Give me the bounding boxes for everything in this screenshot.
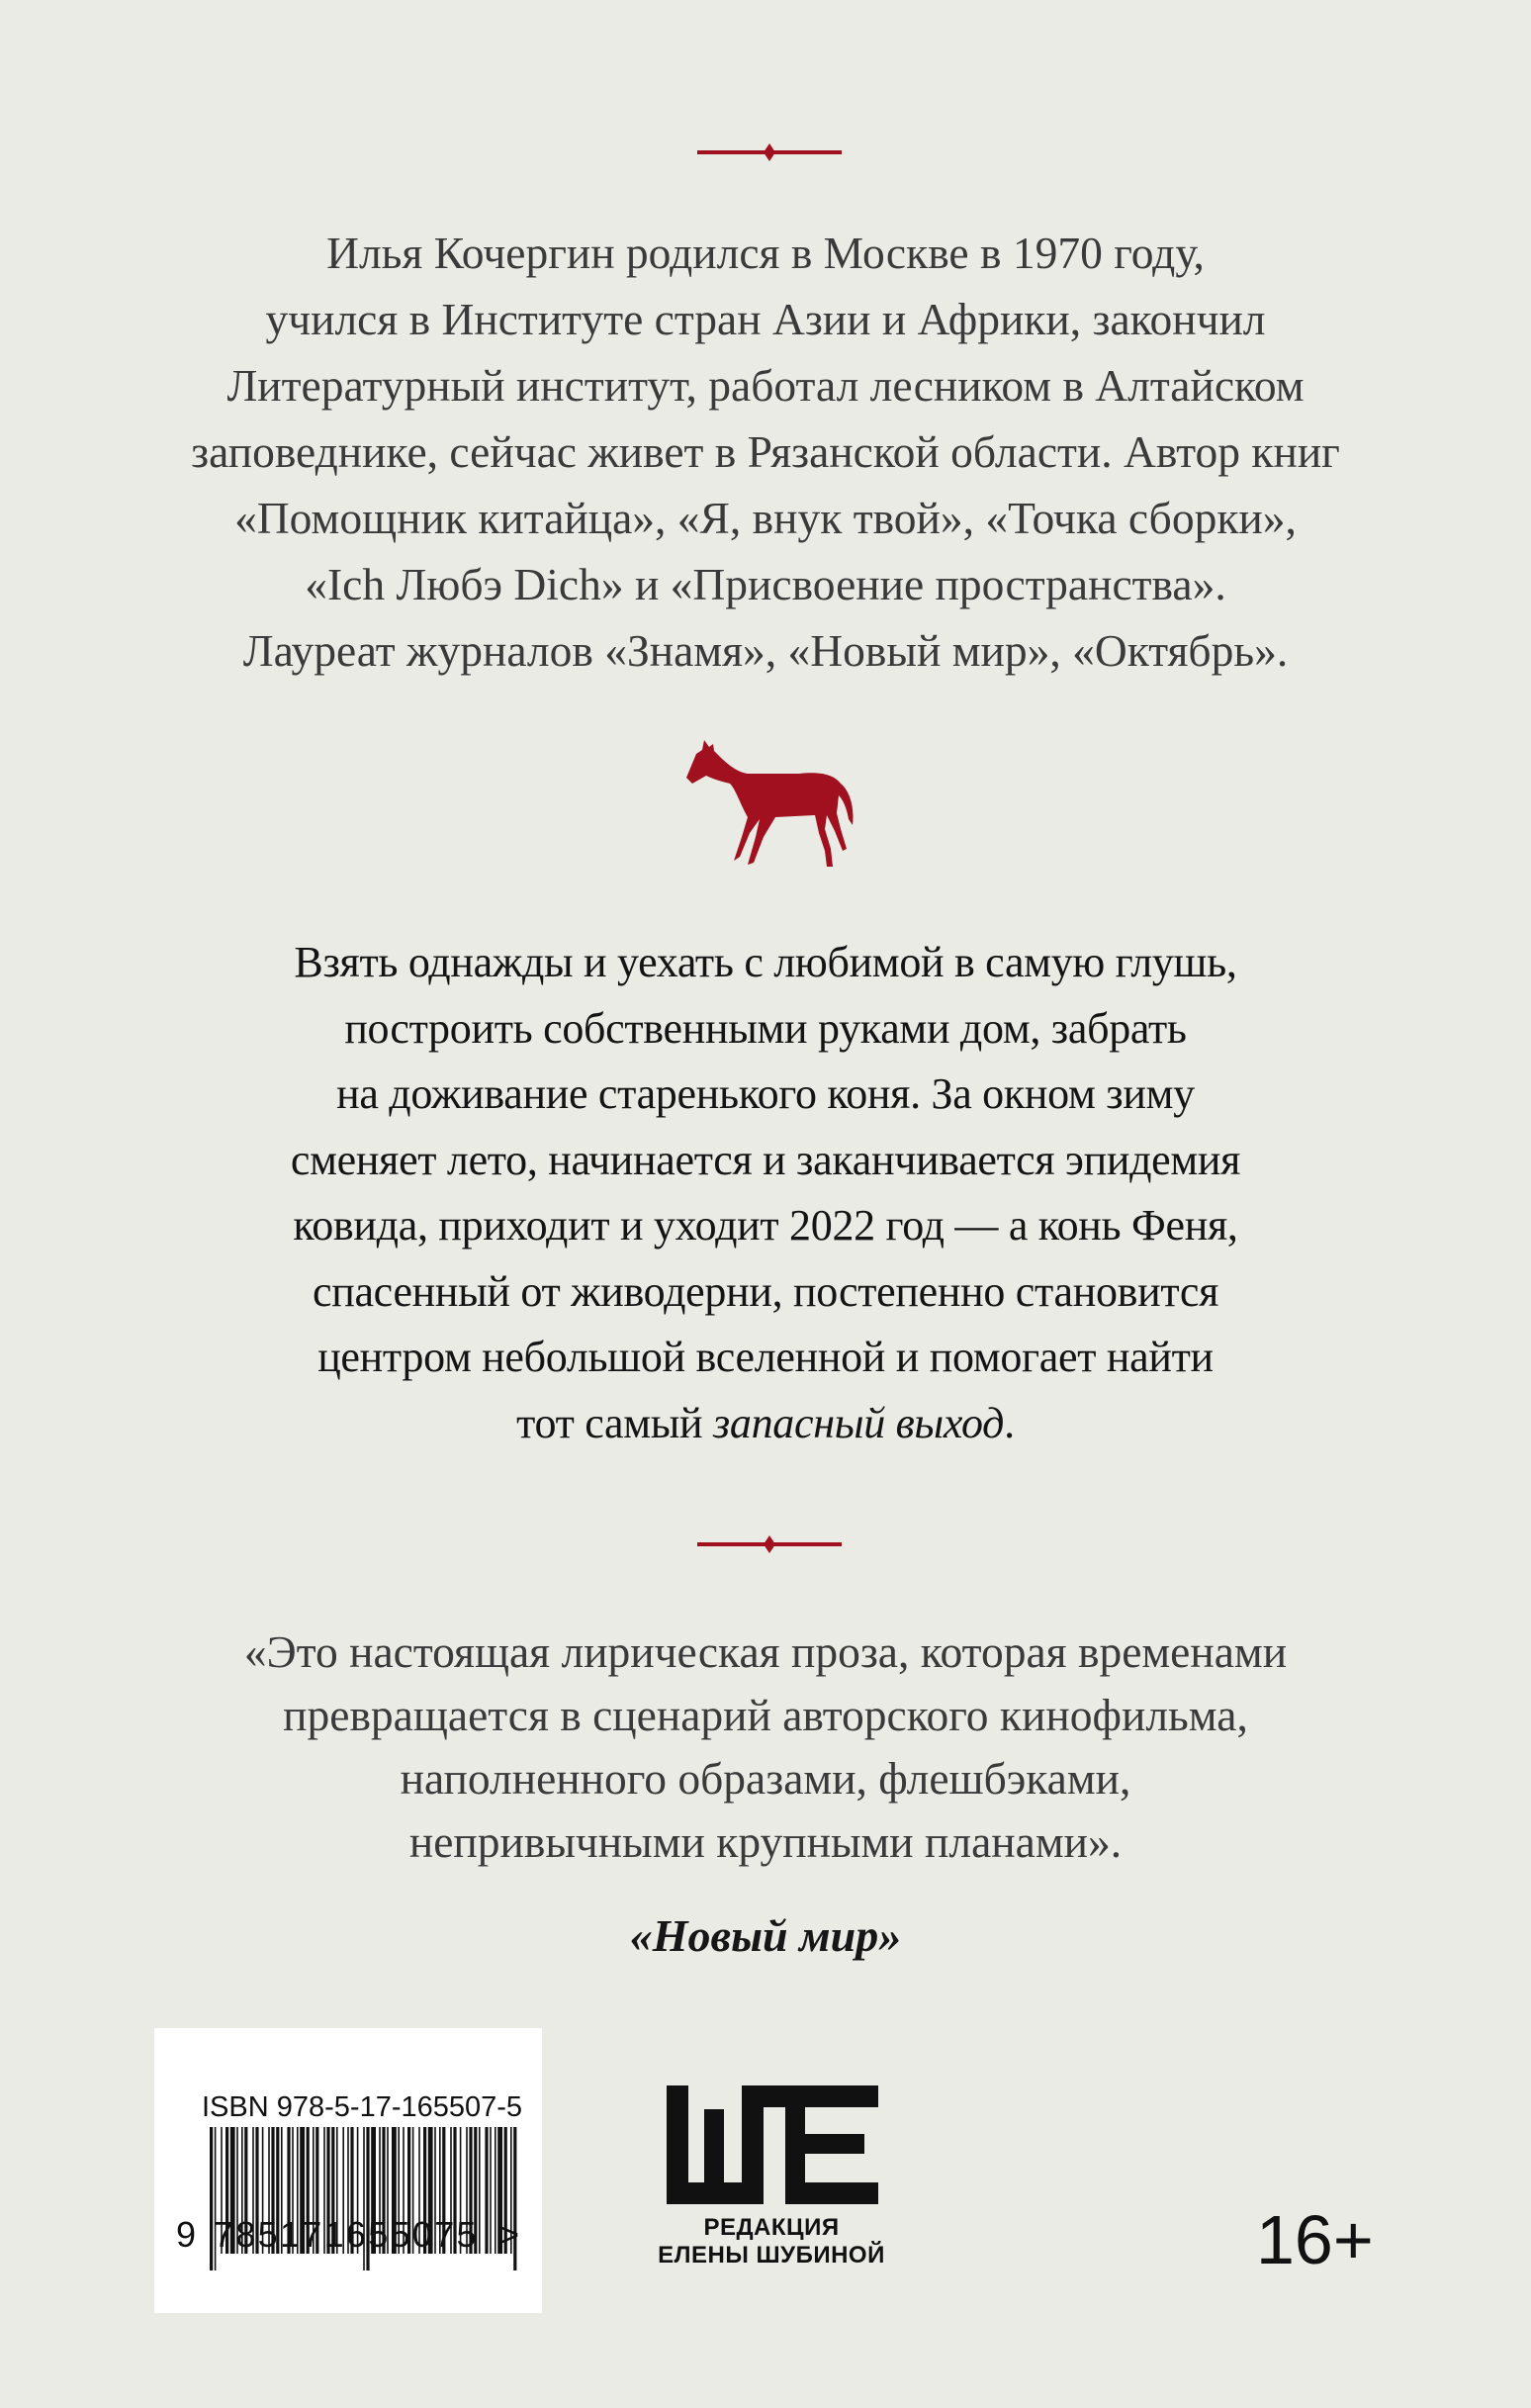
barcode-bar — [490, 2127, 492, 2254]
isbn-text: ISBN 978-5-17-165507-5 — [202, 2091, 523, 2123]
quote-line: превращается в сценарий авторского кинофильма, — [283, 1690, 1248, 1740]
age-rating-badge: 16+ — [1256, 2201, 1374, 2278]
top-divider-ornament-icon — [697, 141, 842, 163]
annotation-line: ковида, приходит и уходит 2022 год — а конь Феня, — [293, 1201, 1238, 1250]
bottom-divider-ornament-icon — [697, 1533, 842, 1555]
publisher-name — [603, 2214, 940, 2269]
annotation-emphasis: запасный выход — [713, 1398, 1005, 1447]
publisher-logo-icon — [667, 2085, 878, 2220]
barcode-digits: 785171655075 — [214, 2214, 479, 2255]
barcode-label — [154, 2028, 542, 2313]
annotation-line: спасенный от живодерни, постепенно становится — [312, 1266, 1219, 1316]
barcode-bar — [485, 2127, 488, 2254]
annotation-line: сменяет лето, начинается и заканчивается эпидемия — [290, 1135, 1241, 1184]
annotation-line: Взять однажды и уехать с любимой в самую глушь, — [294, 938, 1237, 986]
review-quote — [119, 1621, 1412, 1874]
bio-line: «Ich Любэ Dich» и «Присвоение пространства». — [305, 559, 1226, 609]
author-bio — [119, 220, 1412, 684]
annotation-last-prefix: тот самый — [516, 1398, 713, 1447]
annotation-line: на доживание старенького коня. За окном зиму — [336, 1069, 1195, 1118]
bio-line: Лауреат журналов «Знамя», «Новый мир», «Октябрь». — [242, 625, 1289, 676]
quote-line: наполненного образами, флешбэками, — [400, 1753, 1131, 1804]
quote-source: «Новый мир» — [629, 1910, 902, 1961]
barcode-bar — [210, 2127, 213, 2270]
annotation-line: построить собственными руками дом, забрать — [344, 1003, 1187, 1053]
barcode-bar — [479, 2127, 481, 2254]
barcode-bar — [495, 2127, 496, 2254]
bio-line: учился в Институте стран Азии и Африки, закончил — [265, 294, 1266, 344]
publisher-line-1: РЕДАКЦИЯ — [703, 2214, 840, 2241]
barcode-first-digit: 9 — [176, 2214, 197, 2255]
annotation-line: центром небольшой вселенной и помогает найти — [317, 1333, 1214, 1381]
quote-line: «Это настоящая лирическая проза, которая временами — [243, 1626, 1288, 1677]
annotation-last-line — [119, 1391, 1412, 1457]
bio-line: Литературный институт, работал лесником в Алтайском — [226, 360, 1305, 411]
book-annotation — [119, 930, 1412, 1456]
horse-icon — [680, 734, 858, 875]
quote-line: непривычными крупными планами». — [408, 1816, 1123, 1867]
bio-line: «Помощник китайца», «Я, внук твой», «Точка сборки», — [234, 493, 1297, 543]
publisher-line-2: ЕЛЕНЫ ШУБИНОЙ — [658, 2242, 885, 2269]
bio-line: Илья Кочергин родился в Москве в 1970 году, — [326, 228, 1205, 278]
annotation-last-suffix: . — [1004, 1398, 1015, 1447]
barcode-arrow: > — [498, 2214, 520, 2255]
bio-line: заповеднике, сейчас живет в Рязанской области. Автор книг — [191, 426, 1340, 477]
